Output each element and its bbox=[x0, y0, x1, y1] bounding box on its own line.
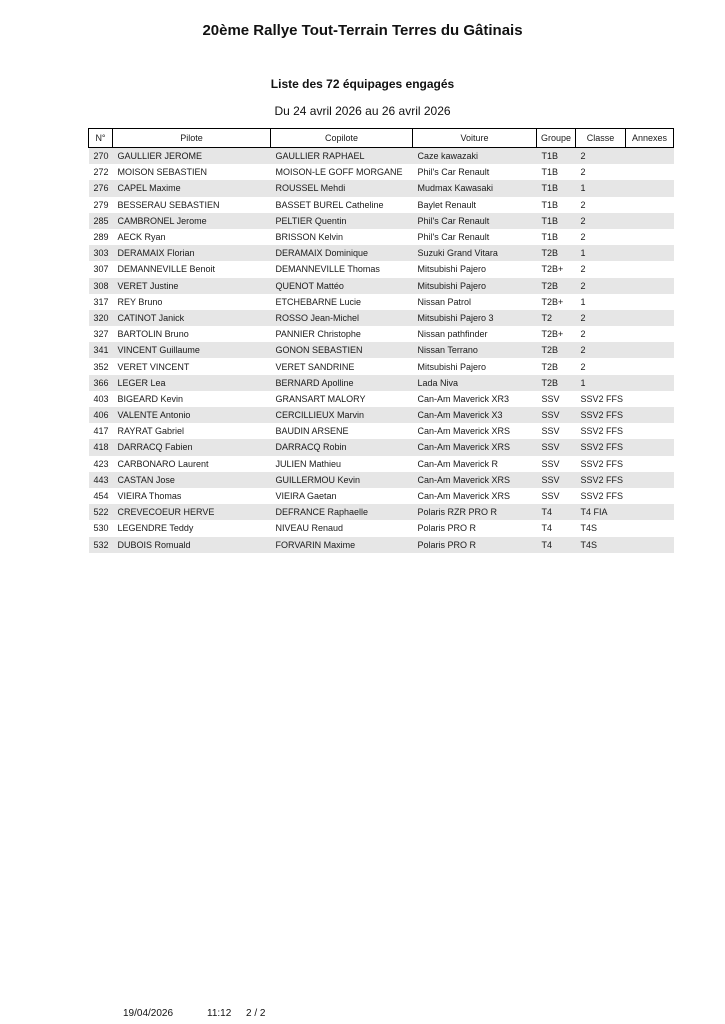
cell bbox=[626, 342, 674, 358]
cell: 530 bbox=[93, 523, 109, 534]
table-row bbox=[89, 375, 674, 391]
cell: NIVEAU Renaud bbox=[275, 523, 344, 534]
cell: DUBOIS Romuald bbox=[113, 537, 271, 553]
cell: SSV bbox=[541, 458, 560, 469]
cell: Polaris PRO R bbox=[417, 523, 477, 534]
cell: 270 bbox=[89, 148, 113, 165]
cell bbox=[626, 472, 674, 488]
cell: CARBONARO Laurent bbox=[117, 458, 209, 469]
table-row bbox=[89, 197, 674, 213]
cell: MOISON SEBASTIEN bbox=[117, 167, 208, 178]
cell: 2 bbox=[576, 148, 626, 165]
cell: T4 bbox=[537, 504, 576, 520]
cell: DARRACQ Fabien bbox=[113, 439, 271, 455]
cell: 276 bbox=[89, 180, 113, 196]
table-row bbox=[89, 213, 674, 229]
cell: Can-Am Maverick X3 bbox=[413, 407, 537, 423]
cell: T2B bbox=[537, 278, 576, 294]
cell: VERET Justine bbox=[113, 278, 271, 294]
cell: Phil's Car Renault bbox=[413, 213, 537, 229]
cell bbox=[626, 326, 674, 342]
cell: SSV2 FFS bbox=[580, 491, 624, 502]
cell: Mitsubishi Pajero bbox=[413, 278, 537, 294]
cell: DEMANNEVILLE Benoit bbox=[117, 264, 216, 275]
cell: VINCENT Guillaume bbox=[113, 342, 271, 358]
cell: 454 bbox=[93, 491, 109, 502]
cell: SSV bbox=[541, 393, 560, 404]
table-row bbox=[89, 342, 674, 358]
cell: T2 bbox=[537, 310, 576, 326]
cell bbox=[626, 456, 674, 472]
cell: BASSET BUREL Catheline bbox=[275, 199, 384, 210]
cell: T4 bbox=[541, 523, 553, 534]
cell: BESSERAU SEBASTIEN bbox=[117, 199, 220, 210]
cell: Can-Am Maverick XRS bbox=[417, 491, 511, 502]
table-row bbox=[89, 504, 674, 520]
table-row bbox=[89, 148, 674, 165]
cell: T2B bbox=[541, 361, 559, 372]
cell: ETCHEBARNE Lucie bbox=[275, 296, 362, 307]
cell: CAPEL Maxime bbox=[113, 180, 271, 196]
cell: Lada Niva bbox=[413, 375, 537, 391]
cell bbox=[626, 537, 674, 553]
cell: T2B+ bbox=[541, 264, 564, 275]
cell: 2 bbox=[576, 278, 626, 294]
cell: GRANSART MALORY bbox=[275, 393, 366, 404]
cell: SSV bbox=[537, 407, 576, 423]
table-row bbox=[89, 391, 674, 407]
table-row bbox=[89, 520, 674, 536]
cell: 327 bbox=[93, 329, 109, 340]
footer-print-time: 11:12 bbox=[207, 1008, 232, 1019]
cell: DEFRANCE Raphaelle bbox=[271, 504, 413, 520]
entry-table bbox=[88, 128, 674, 553]
cell: GONON SEBASTIEN bbox=[271, 342, 413, 358]
cell: CERCILLIEUX Marvin bbox=[271, 407, 413, 423]
cell: Mudmax Kawasaki bbox=[413, 180, 537, 196]
column-header: Annexes bbox=[626, 129, 674, 148]
cell bbox=[626, 310, 674, 326]
table-row bbox=[89, 358, 674, 374]
cell: Phil's Car Renault bbox=[417, 232, 490, 243]
cell: 2 bbox=[576, 342, 626, 358]
cell: Baylet Renault bbox=[417, 199, 477, 210]
cell: 303 bbox=[89, 245, 113, 261]
cell: T1B bbox=[541, 199, 559, 210]
cell: GAULLIER RAPHAEL bbox=[271, 148, 413, 165]
table-row bbox=[89, 439, 674, 455]
column-header: Classe bbox=[576, 129, 626, 148]
cell: 532 bbox=[89, 537, 113, 553]
cell: DEMANNEVILLE Thomas bbox=[275, 264, 380, 275]
cell bbox=[626, 164, 674, 180]
cell: T1B bbox=[537, 180, 576, 196]
cell: 1 bbox=[580, 296, 586, 307]
cell: Phil's Car Renault bbox=[417, 167, 490, 178]
cell: GUILLERMOU Kevin bbox=[271, 472, 413, 488]
cell bbox=[626, 213, 674, 229]
cell: SSV2 FFS bbox=[576, 407, 626, 423]
table-row bbox=[89, 488, 674, 504]
footer-print-date: 19/04/2026 bbox=[123, 1008, 174, 1019]
cell bbox=[626, 423, 674, 439]
cell: 417 bbox=[93, 426, 109, 437]
cell: 307 bbox=[93, 264, 109, 275]
cell: 2 bbox=[580, 361, 586, 372]
cell: T1B bbox=[541, 232, 559, 243]
cell: SSV2 FFS bbox=[576, 472, 626, 488]
cell: AECK Ryan bbox=[117, 232, 166, 243]
cell: LEGENDRE Teddy bbox=[117, 523, 194, 534]
cell: 2 bbox=[580, 167, 586, 178]
cell bbox=[626, 197, 674, 213]
cell: 2 bbox=[576, 213, 626, 229]
cell bbox=[626, 520, 674, 536]
footer-page-number: 2 / 2 bbox=[246, 1008, 266, 1019]
cell: JULIEN Mathieu bbox=[275, 458, 342, 469]
cell: 443 bbox=[89, 472, 113, 488]
cell: T1B bbox=[541, 167, 559, 178]
entry-table-body bbox=[89, 148, 674, 553]
cell: VERET SANDRINE bbox=[275, 361, 355, 372]
cell: Polaris PRO R bbox=[413, 537, 537, 553]
cell: 403 bbox=[93, 393, 109, 404]
cell: T4 FIA bbox=[576, 504, 626, 520]
cell: Can-Am Maverick XRS bbox=[417, 426, 511, 437]
cell: BRISSON Kelvin bbox=[275, 232, 344, 243]
table-row bbox=[89, 537, 674, 553]
cell: SSV2 FFS bbox=[580, 393, 624, 404]
table-row bbox=[89, 294, 674, 310]
cell: T2B bbox=[537, 245, 576, 261]
cell: VALENTE Antonio bbox=[113, 407, 271, 423]
cell: CREVECOEUR HERVE bbox=[113, 504, 271, 520]
table-row bbox=[89, 472, 674, 488]
page-title: 20ème Rallye Tout-Terrain Terres du Gâtinais bbox=[202, 22, 523, 39]
table-row bbox=[89, 180, 674, 196]
cell: DERAMAIX Florian bbox=[113, 245, 271, 261]
cell: Can-Am Maverick XR3 bbox=[417, 393, 510, 404]
cell: 285 bbox=[89, 213, 113, 229]
cell: PELTIER Quentin bbox=[271, 213, 413, 229]
cell: 522 bbox=[89, 504, 113, 520]
header-row bbox=[89, 129, 674, 148]
cell: SSV2 FFS bbox=[576, 439, 626, 455]
cell: 308 bbox=[89, 278, 113, 294]
entry-table-head bbox=[89, 129, 674, 148]
cell: Caze kawazaki bbox=[413, 148, 537, 165]
cell: BERNARD Apolline bbox=[271, 375, 413, 391]
cell: LEGER Lea bbox=[113, 375, 271, 391]
cell: MOISON-LE GOFF MORGANE bbox=[275, 167, 403, 178]
cell: VIEIRA Gaetan bbox=[275, 491, 337, 502]
cell: 289 bbox=[93, 232, 109, 243]
cell: DARRACQ Robin bbox=[271, 439, 413, 455]
cell: Polaris RZR PRO R bbox=[413, 504, 537, 520]
cell: T2B bbox=[537, 375, 576, 391]
cell: 423 bbox=[93, 458, 109, 469]
cell: Can-Am Maverick XRS bbox=[413, 439, 537, 455]
cell: Mitsubishi Pajero bbox=[417, 361, 487, 372]
entry-list-subtitle: Liste des 72 équipages engagés bbox=[270, 77, 455, 91]
cell: 2 bbox=[580, 199, 586, 210]
column-header: Copilote bbox=[271, 129, 413, 148]
cell: T2B+ bbox=[541, 296, 564, 307]
cell bbox=[626, 504, 674, 520]
cell: GAULLIER JEROME bbox=[113, 148, 271, 165]
cell: Mitsubishi Pajero 3 bbox=[413, 310, 537, 326]
cell: T2B+ bbox=[541, 329, 564, 340]
table-row bbox=[89, 261, 674, 277]
table-row bbox=[89, 407, 674, 423]
cell: 279 bbox=[93, 199, 109, 210]
cell: T1B bbox=[537, 148, 576, 165]
cell: Can-Am Maverick R bbox=[417, 458, 499, 469]
cell bbox=[626, 180, 674, 196]
cell: ROUSSEL Mehdi bbox=[271, 180, 413, 196]
cell: QUENOT Mattéo bbox=[271, 278, 413, 294]
cell: SSV2 FFS bbox=[580, 426, 624, 437]
table-row bbox=[89, 229, 674, 245]
cell bbox=[626, 488, 674, 504]
cell: T1B bbox=[537, 213, 576, 229]
cell: 272 bbox=[93, 167, 109, 178]
cell bbox=[626, 294, 674, 310]
cell: REY Bruno bbox=[117, 296, 163, 307]
cell: CATINOT Janick bbox=[113, 310, 271, 326]
cell: Nissan Terrano bbox=[413, 342, 537, 358]
cell: BARTOLIN Bruno bbox=[117, 329, 189, 340]
cell bbox=[626, 407, 674, 423]
cell bbox=[626, 229, 674, 245]
cell: T4S bbox=[576, 537, 626, 553]
page-footer bbox=[0, 1008, 725, 1022]
cell: 406 bbox=[89, 407, 113, 423]
cell: CAMBRONEL Jerome bbox=[113, 213, 271, 229]
cell: 341 bbox=[89, 342, 113, 358]
cell: 366 bbox=[89, 375, 113, 391]
table-row bbox=[89, 326, 674, 342]
cell: VERET VINCENT bbox=[117, 361, 190, 372]
column-header: Groupe bbox=[537, 129, 576, 148]
cell: Mitsubishi Pajero bbox=[417, 264, 487, 275]
cell: Suzuki Grand Vitara bbox=[413, 245, 537, 261]
cell: T2B bbox=[537, 342, 576, 358]
cell: SSV bbox=[541, 491, 560, 502]
cell: 2 bbox=[576, 310, 626, 326]
table-row bbox=[89, 310, 674, 326]
column-header: N° bbox=[89, 129, 113, 148]
cell: T4S bbox=[580, 523, 598, 534]
event-date-range: Du 24 avril 2026 au 26 avril 2026 bbox=[274, 104, 451, 118]
cell: DERAMAIX Dominique bbox=[271, 245, 413, 261]
table-row bbox=[89, 456, 674, 472]
cell: FORVARIN Maxime bbox=[271, 537, 413, 553]
cell bbox=[626, 245, 674, 261]
cell: 1 bbox=[576, 245, 626, 261]
cell bbox=[626, 278, 674, 294]
cell: BAUDIN ARSENE bbox=[275, 426, 349, 437]
table-row bbox=[89, 278, 674, 294]
cell: Nissan Patrol bbox=[417, 296, 472, 307]
cell: 2 bbox=[580, 264, 586, 275]
cell: BIGEARD Kevin bbox=[117, 393, 184, 404]
cell: VIEIRA Thomas bbox=[117, 491, 182, 502]
cell: 320 bbox=[89, 310, 113, 326]
cell: RAYRAT Gabriel bbox=[117, 426, 185, 437]
cell: 2 bbox=[580, 329, 586, 340]
cell bbox=[626, 148, 674, 165]
cell: SSV bbox=[537, 439, 576, 455]
table-row bbox=[89, 164, 674, 180]
cell: T4 bbox=[537, 537, 576, 553]
table-row bbox=[89, 423, 674, 439]
cell: 2 bbox=[580, 232, 586, 243]
cell: CASTAN Jose bbox=[113, 472, 271, 488]
cell: SSV2 FFS bbox=[580, 458, 624, 469]
cell bbox=[626, 391, 674, 407]
cell: SSV bbox=[537, 472, 576, 488]
column-header: Voiture bbox=[413, 129, 537, 148]
cell bbox=[626, 358, 674, 374]
cell: 418 bbox=[89, 439, 113, 455]
cell: 1 bbox=[576, 375, 626, 391]
column-header: Pilote bbox=[113, 129, 271, 148]
cell: 352 bbox=[93, 361, 109, 372]
cell: PANNIER Christophe bbox=[275, 329, 361, 340]
cell bbox=[626, 439, 674, 455]
cell: 317 bbox=[93, 296, 109, 307]
table-row bbox=[89, 245, 674, 261]
cell: SSV bbox=[541, 426, 560, 437]
cell bbox=[626, 261, 674, 277]
cell: 1 bbox=[576, 180, 626, 196]
cell: ROSSO Jean-Michel bbox=[271, 310, 413, 326]
cell bbox=[626, 375, 674, 391]
cell: Can-Am Maverick XRS bbox=[413, 472, 537, 488]
cell: Nissan pathfinder bbox=[417, 329, 488, 340]
